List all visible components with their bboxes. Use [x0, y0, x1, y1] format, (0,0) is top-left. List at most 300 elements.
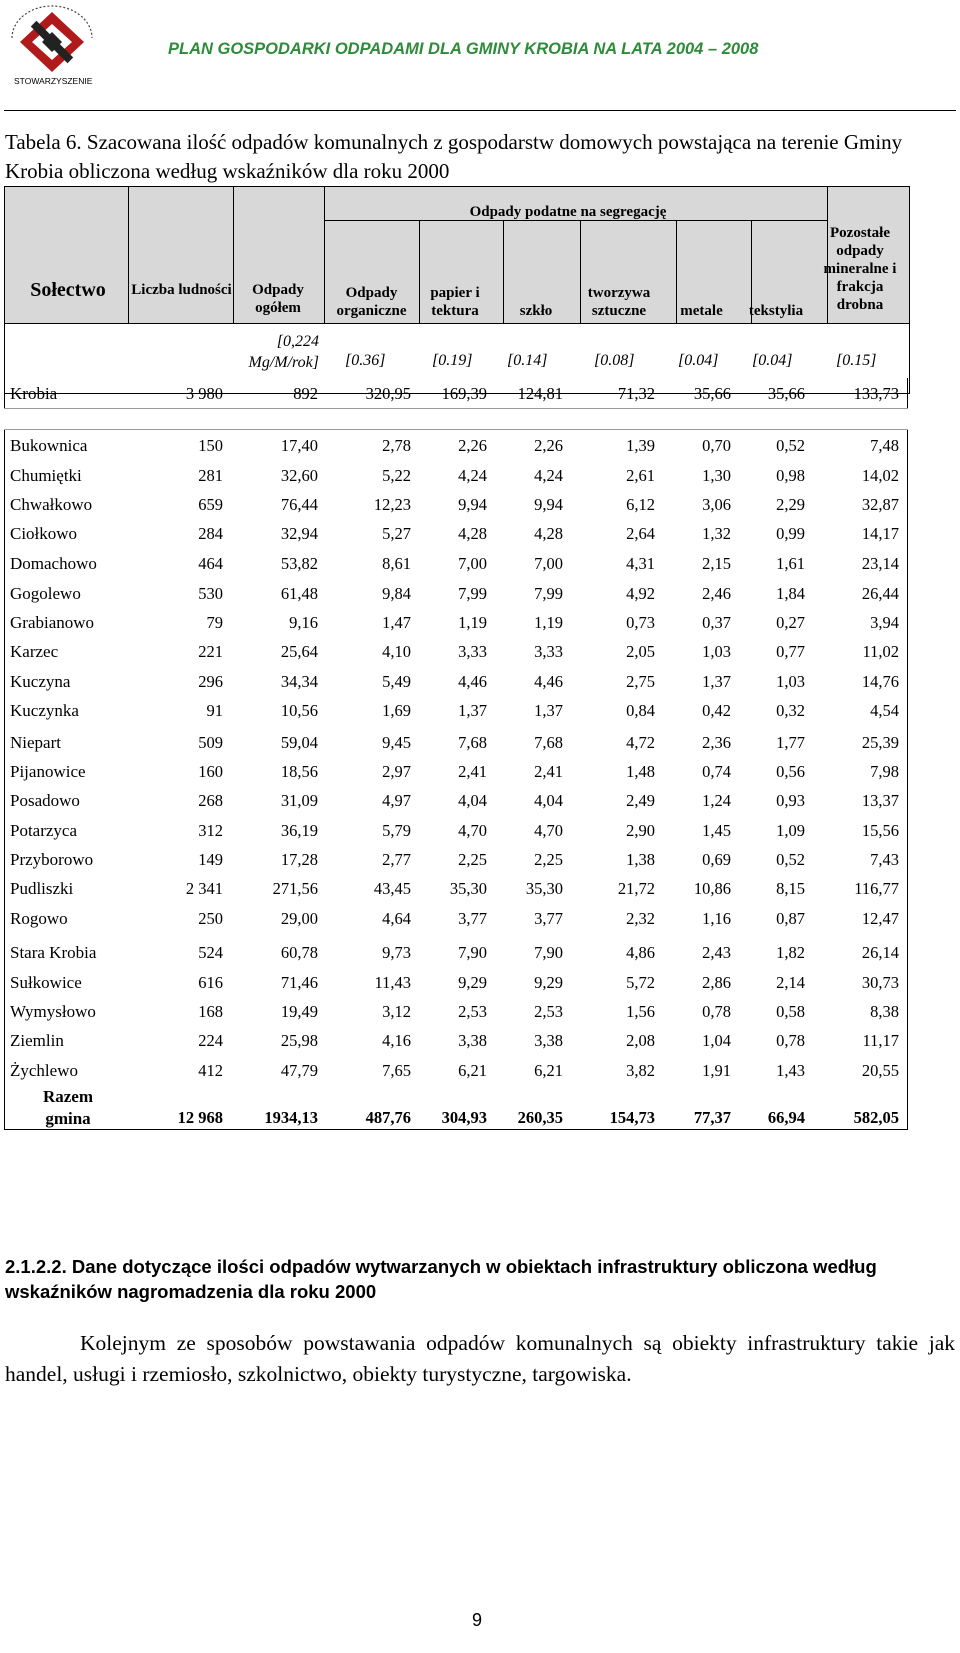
- row-value: 3,33: [534, 642, 563, 661]
- row-label: Ciołkowo: [10, 524, 78, 543]
- col-header-odpady-ogolem-text: Odpady ogółem: [252, 282, 304, 316]
- row-value: 2,32: [626, 909, 655, 928]
- row-label: Chwałkowo: [10, 495, 93, 514]
- col-header-organiczne: [324, 284, 419, 320]
- row-value: 0,42: [702, 701, 731, 720]
- row-value: 7,99: [458, 584, 487, 603]
- row-value: 1,82: [776, 943, 805, 962]
- row-value: 4,72: [626, 733, 655, 752]
- row-value: 5,22: [382, 466, 411, 485]
- row-value: 0,32: [776, 701, 805, 720]
- row-value: 1,37: [702, 672, 731, 691]
- row-value: 2,78: [382, 436, 411, 455]
- row-value: 284: [198, 524, 223, 543]
- row-value: 0,74: [702, 762, 731, 781]
- row-value: 224: [198, 1031, 223, 1050]
- total-value: 77,37: [693, 1108, 731, 1127]
- row-value: 2,77: [382, 850, 411, 869]
- table-row: [0, 466, 960, 488]
- row-value: 4,31: [626, 554, 655, 573]
- total-value: 304,93: [441, 1108, 487, 1127]
- row-value: 11,43: [374, 973, 411, 992]
- row-value: 524: [198, 943, 223, 962]
- row-value: 4,64: [382, 909, 411, 928]
- col-header-organiczne-text: Odpady organiczne: [336, 285, 407, 319]
- row-value: 32,94: [280, 524, 318, 543]
- row-value: 79: [206, 613, 223, 632]
- table-row: [0, 384, 960, 406]
- row-value: 1,84: [776, 584, 805, 603]
- row-value: 32,60: [280, 466, 318, 485]
- row-label: Kuczyna: [10, 672, 71, 691]
- table-row: [0, 613, 960, 635]
- row-value: 3,38: [534, 1031, 563, 1050]
- row-value: 0,84: [626, 701, 655, 720]
- row-value: 4,04: [534, 791, 563, 810]
- row-value: 2,90: [626, 821, 655, 840]
- row-value: 60,78: [280, 943, 318, 962]
- row-value: 5,27: [382, 524, 411, 543]
- row-value: 124,81: [517, 384, 563, 403]
- row-value: 25,64: [280, 642, 318, 661]
- row-value: 6,21: [458, 1061, 487, 1080]
- row-value: 0,78: [702, 1002, 731, 1021]
- row-value: 31,09: [280, 791, 318, 810]
- row-label: Niepart: [10, 733, 61, 752]
- row-value: 4,70: [534, 821, 563, 840]
- row-value: 1,03: [776, 672, 805, 691]
- table-row: [0, 821, 960, 843]
- row-value: 2,75: [626, 672, 655, 691]
- total-value: 12 968: [177, 1108, 223, 1127]
- row-value: 2,86: [702, 973, 731, 992]
- row-value: 1,38: [626, 850, 655, 869]
- row-value: 7,99: [534, 584, 563, 603]
- row-value: 1,09: [776, 821, 805, 840]
- row-value: 250: [198, 909, 223, 928]
- row-value: 30,73: [861, 973, 899, 992]
- row-value: 34,34: [280, 672, 318, 691]
- row-value: 160: [198, 762, 223, 781]
- row-value: 1,24: [702, 791, 731, 810]
- row-label: Chumiętki: [10, 466, 82, 485]
- col-header-solectwo: Sołectwo: [30, 279, 106, 301]
- row-label: Karzec: [10, 642, 59, 661]
- row-separator: [4, 408, 908, 430]
- row-value: 6,12: [626, 495, 655, 514]
- row-value: 4,46: [458, 672, 487, 691]
- row-value: 530: [198, 584, 223, 603]
- unit-tekstylia: [0.04]: [752, 352, 793, 369]
- row-value: 4,70: [458, 821, 487, 840]
- row-label: Żychlewo: [10, 1061, 78, 1080]
- row-value: 0,56: [776, 762, 805, 781]
- row-value: 281: [198, 466, 223, 485]
- row-label: Sułkowice: [10, 973, 82, 992]
- total-label: Razem gmina: [42, 1087, 94, 1128]
- row-value: 0,78: [776, 1031, 805, 1050]
- row-value: 59,04: [280, 733, 318, 752]
- table-row: [0, 495, 960, 517]
- row-value: 9,29: [458, 973, 487, 992]
- row-value: 271,56: [272, 879, 318, 898]
- col-header-pozostale-text: Pozostałe odpady mineralne i frakcja drobna: [823, 225, 897, 313]
- total-value: 154,73: [609, 1108, 655, 1127]
- row-value: 2,25: [458, 850, 487, 869]
- row-label: Bukownica: [10, 436, 88, 455]
- row-value: 2,15: [702, 554, 731, 573]
- row-value: 4,46: [534, 672, 563, 691]
- row-value: 0,52: [776, 436, 805, 455]
- section-title: Dane dotyczące ilości odpadów wytwarzanych w obiektach infrastruktury obliczona według wskaźników nagromadzenia dla roku 2000: [5, 1256, 877, 1302]
- row-value: 7,43: [870, 850, 899, 869]
- row-label: Domachowo: [10, 554, 97, 573]
- row-value: 35,66: [693, 384, 731, 403]
- row-value: 268: [198, 791, 223, 810]
- section-heading: [5, 1254, 960, 1304]
- row-value: 8,15: [776, 879, 805, 898]
- unit-tworzywa: [0.08]: [594, 352, 635, 369]
- row-value: 1,32: [702, 524, 731, 543]
- row-label: Stara Krobia: [10, 943, 97, 962]
- row-value: 1,91: [702, 1061, 731, 1080]
- row-value: 9,16: [289, 613, 318, 632]
- row-value: 17,40: [280, 436, 318, 455]
- table-row: [0, 1031, 960, 1053]
- row-value: 0,52: [776, 850, 805, 869]
- row-value: 2,05: [626, 642, 655, 661]
- col-header-liczba-ludnosci: [130, 281, 233, 299]
- table-row: [0, 943, 960, 965]
- row-value: 10,86: [693, 879, 731, 898]
- row-value: 71,46: [280, 973, 318, 992]
- unit-szklo: [0.14]: [507, 352, 548, 369]
- col-header-odpady-ogolem: [233, 281, 323, 317]
- row-label: Ziemlin: [10, 1031, 64, 1050]
- row-value: 3,77: [458, 909, 487, 928]
- row-value: 2,43: [702, 943, 731, 962]
- unit-pozostale: [0.15]: [836, 352, 877, 369]
- row-value: 616: [198, 973, 223, 992]
- row-value: 4,24: [458, 466, 487, 485]
- row-value: 5,49: [382, 672, 411, 691]
- row-value: 9,94: [458, 495, 487, 514]
- unit-odpady-ogolem-text: [0,224 Mg/M/rok]: [248, 333, 319, 371]
- row-value: 659: [198, 495, 223, 514]
- document-header-title: PLAN GOSPODARKI ODPADAMI DLA GMINY KROBIA NA LATA 2004 – 2008: [168, 40, 759, 58]
- total-value: 1934,13: [264, 1108, 318, 1127]
- table-row: [0, 436, 960, 458]
- row-value: 1,56: [626, 1002, 655, 1021]
- row-value: 412: [198, 1061, 223, 1080]
- row-value: 5,79: [382, 821, 411, 840]
- row-value: 7,98: [870, 762, 899, 781]
- row-value: 2,53: [534, 1002, 563, 1021]
- table-row: [0, 850, 960, 872]
- row-value: 7,00: [458, 554, 487, 573]
- col-header-papier: [420, 284, 490, 320]
- row-label: Kuczynka: [10, 701, 79, 720]
- row-value: 8,38: [870, 1002, 899, 1021]
- row-value: 36,19: [280, 821, 318, 840]
- table-row: [0, 909, 960, 931]
- row-value: 20,55: [861, 1061, 899, 1080]
- row-value: 18,56: [280, 762, 318, 781]
- row-value: 13,37: [861, 791, 899, 810]
- col-header-pozostale: [815, 224, 905, 314]
- table-row: [0, 701, 960, 723]
- row-value: 2,25: [534, 850, 563, 869]
- row-value: 4,86: [626, 943, 655, 962]
- row-value: 32,87: [861, 495, 899, 514]
- row-value: 1,37: [534, 701, 563, 720]
- row-value: 4,24: [534, 466, 563, 485]
- row-value: 53,82: [280, 554, 318, 573]
- row-value: 0,73: [626, 613, 655, 632]
- row-value: 1,19: [534, 613, 563, 632]
- row-label: Rogowo: [10, 909, 68, 928]
- row-value: 7,00: [534, 554, 563, 573]
- table-row: [0, 554, 960, 576]
- row-value: 169,39: [441, 384, 487, 403]
- row-value: 26,44: [861, 584, 899, 603]
- row-value: 2,97: [382, 762, 411, 781]
- row-value: 0,58: [776, 1002, 805, 1021]
- table-row: [0, 1002, 960, 1024]
- row-value: 2,53: [458, 1002, 487, 1021]
- row-value: 26,14: [861, 943, 899, 962]
- row-value: 3,77: [534, 909, 563, 928]
- logo-text: STOWARZYSZENIE: [14, 76, 93, 86]
- row-value: 312: [198, 821, 223, 840]
- row-value: 23,14: [861, 554, 899, 573]
- unit-odpady-ogolem: [225, 331, 319, 373]
- table-row: [0, 524, 960, 546]
- row-value: 1,77: [776, 733, 805, 752]
- row-value: 5,72: [626, 973, 655, 992]
- total-value: 260,35: [517, 1108, 563, 1127]
- row-value: 61,48: [280, 584, 318, 603]
- table-row: [0, 1061, 960, 1083]
- col-header-papier-text: papier i tektura: [430, 285, 480, 319]
- row-value: 892: [293, 384, 318, 403]
- total-row: [0, 1086, 960, 1130]
- col-header-liczba-ludnosci-text: Liczba ludności: [131, 282, 232, 298]
- col-header-group-segregacja: Odpady podatne na segregację: [469, 204, 667, 220]
- row-value: 35,30: [525, 879, 563, 898]
- row-value: 1,61: [776, 554, 805, 573]
- row-value: 509: [198, 733, 223, 752]
- row-value: 2,26: [458, 436, 487, 455]
- row-value: 2,14: [776, 973, 805, 992]
- row-value: 7,68: [458, 733, 487, 752]
- row-value: 7,65: [382, 1061, 411, 1080]
- row-value: 4,97: [382, 791, 411, 810]
- table-row: [0, 672, 960, 694]
- row-value: 1,43: [776, 1061, 805, 1080]
- page-number: 9: [472, 1610, 483, 1630]
- row-label: Przyborowo: [10, 850, 94, 869]
- row-value: 2,36: [702, 733, 731, 752]
- row-value: 2,64: [626, 524, 655, 543]
- table-row: [0, 791, 960, 813]
- body-paragraph: Kolejnym ze sposobów powstawania odpadów komunalnych są obiekty infrastruktury takie jak handel, usługi i rzemiosło, szkolnictwo, obiekty turystyczne, targowiska.: [5, 1331, 955, 1386]
- row-value: 1,03: [702, 642, 731, 661]
- row-value: 0,69: [702, 850, 731, 869]
- row-value: 12,47: [861, 909, 899, 928]
- row-value: 7,90: [458, 943, 487, 962]
- unit-papier: [0.19]: [432, 352, 473, 369]
- row-value: 2,41: [458, 762, 487, 781]
- row-value: 3 980: [185, 384, 223, 403]
- row-value: 3,12: [382, 1002, 411, 1021]
- row-value: 150: [198, 436, 223, 455]
- row-value: 12,23: [373, 495, 411, 514]
- row-value: 76,44: [280, 495, 318, 514]
- row-value: 10,56: [280, 701, 318, 720]
- col-header-szklo: szkło: [519, 303, 553, 319]
- row-value: 71,32: [617, 384, 655, 403]
- row-value: 4,10: [382, 642, 411, 661]
- row-value: 0,27: [776, 613, 805, 632]
- row-value: 15,56: [861, 821, 899, 840]
- row-value: 320,95: [365, 384, 411, 403]
- row-value: 2,41: [534, 762, 563, 781]
- row-label: Grabianowo: [10, 613, 95, 632]
- col-header-tekstylia: tekstylia: [748, 303, 804, 319]
- row-value: 3,38: [458, 1031, 487, 1050]
- row-value: 4,92: [626, 584, 655, 603]
- row-value: 3,94: [870, 613, 899, 632]
- row-value: 9,29: [534, 973, 563, 992]
- row-value: 0,70: [702, 436, 731, 455]
- col-header-tworzywa-text: tworzywa sztuczne: [587, 285, 651, 319]
- row-value: 1,04: [702, 1031, 731, 1050]
- total-value: 66,94: [767, 1108, 805, 1127]
- row-value: 2,61: [626, 466, 655, 485]
- row-value: 4,04: [458, 791, 487, 810]
- row-value: 14,17: [861, 524, 899, 543]
- table-row: [0, 879, 960, 901]
- header-divider: [4, 110, 956, 111]
- row-value: 17,28: [280, 850, 318, 869]
- unit-organiczne: [0.36]: [345, 352, 386, 369]
- col-header-metale: metale: [680, 303, 723, 319]
- row-value: 9,45: [382, 733, 411, 752]
- row-value: 0,77: [776, 642, 805, 661]
- row-value: 1,48: [626, 762, 655, 781]
- row-value: 8,61: [382, 554, 411, 573]
- row-value: 43,45: [373, 879, 411, 898]
- row-value: 25,39: [861, 733, 899, 752]
- row-value: 1,69: [382, 701, 411, 720]
- row-value: 7,68: [534, 733, 563, 752]
- table-row: [0, 762, 960, 784]
- row-value: 296: [198, 672, 223, 691]
- row-value: 221: [198, 642, 223, 661]
- table-row: [0, 642, 960, 664]
- row-value: 35,30: [449, 879, 487, 898]
- row-value: 2,29: [776, 495, 805, 514]
- table-caption: Tabela 6. Szacowana ilość odpadów komunalnych z gospodarstw domowych powstająca na terenie Gminy Krobia obliczona według wskaźników dla roku 2000: [5, 130, 903, 183]
- row-value: 2 341: [185, 879, 223, 898]
- row-value: 0,87: [776, 909, 805, 928]
- row-value: 29,00: [280, 909, 318, 928]
- row-value: 1,47: [382, 613, 411, 632]
- association-logo: [4, 4, 100, 90]
- row-label: Wymysłowo: [10, 1002, 96, 1021]
- row-value: 168: [198, 1002, 223, 1021]
- row-label: Posadowo: [10, 791, 80, 810]
- col-header-tworzywa: [574, 284, 664, 320]
- row-value: 4,28: [534, 524, 563, 543]
- row-value: 1,45: [702, 821, 731, 840]
- row-value: 14,02: [861, 466, 899, 485]
- row-value: 14,76: [861, 672, 899, 691]
- row-value: 9,84: [382, 584, 411, 603]
- row-value: 149: [198, 850, 223, 869]
- row-label: Krobia: [10, 384, 58, 403]
- row-value: 1,19: [458, 613, 487, 632]
- row-value: 2,46: [702, 584, 731, 603]
- row-label: Potarzyca: [10, 821, 78, 840]
- row-value: 0,99: [776, 524, 805, 543]
- row-value: 133,73: [853, 384, 899, 403]
- row-value: 0,93: [776, 791, 805, 810]
- row-value: 4,28: [458, 524, 487, 543]
- row-value: 9,73: [382, 943, 411, 962]
- row-value: 6,21: [534, 1061, 563, 1080]
- total-value: 487,76: [365, 1108, 411, 1127]
- row-label: Pijanowice: [10, 762, 86, 781]
- logo-emblem-icon: [4, 4, 100, 80]
- row-value: 116,77: [854, 879, 899, 898]
- row-value: 1,30: [702, 466, 731, 485]
- row-value: 3,82: [626, 1061, 655, 1080]
- row-value: 0,98: [776, 466, 805, 485]
- unit-metale: [0.04]: [678, 352, 719, 369]
- row-value: 3,06: [702, 495, 731, 514]
- row-value: 21,72: [617, 879, 655, 898]
- row-value: 25,98: [280, 1031, 318, 1050]
- row-value: 9,94: [534, 495, 563, 514]
- table-row: [0, 733, 960, 755]
- total-value: 582,05: [853, 1108, 899, 1127]
- section-number: 2.1.2.2.: [5, 1256, 67, 1277]
- row-value: 91: [206, 701, 223, 720]
- row-value: 1,37: [458, 701, 487, 720]
- row-value: 2,49: [626, 791, 655, 810]
- row-value: 0,37: [702, 613, 731, 632]
- table-row: [0, 584, 960, 606]
- row-value: 1,16: [702, 909, 731, 928]
- table-row: [0, 973, 960, 995]
- row-value: 1,39: [626, 436, 655, 455]
- row-value: 35,66: [767, 384, 805, 403]
- row-value: 464: [198, 554, 223, 573]
- row-value: 2,08: [626, 1031, 655, 1050]
- row-value: 3,33: [458, 642, 487, 661]
- row-value: 47,79: [280, 1061, 318, 1080]
- row-value: 4,16: [382, 1031, 411, 1050]
- row-value: 7,48: [870, 436, 899, 455]
- row-value: 11,17: [862, 1031, 899, 1050]
- row-value: 19,49: [280, 1002, 318, 1021]
- row-value: 7,90: [534, 943, 563, 962]
- row-value: 11,02: [862, 642, 899, 661]
- row-label: Pudliszki: [10, 879, 74, 898]
- row-label: Gogolewo: [10, 584, 81, 603]
